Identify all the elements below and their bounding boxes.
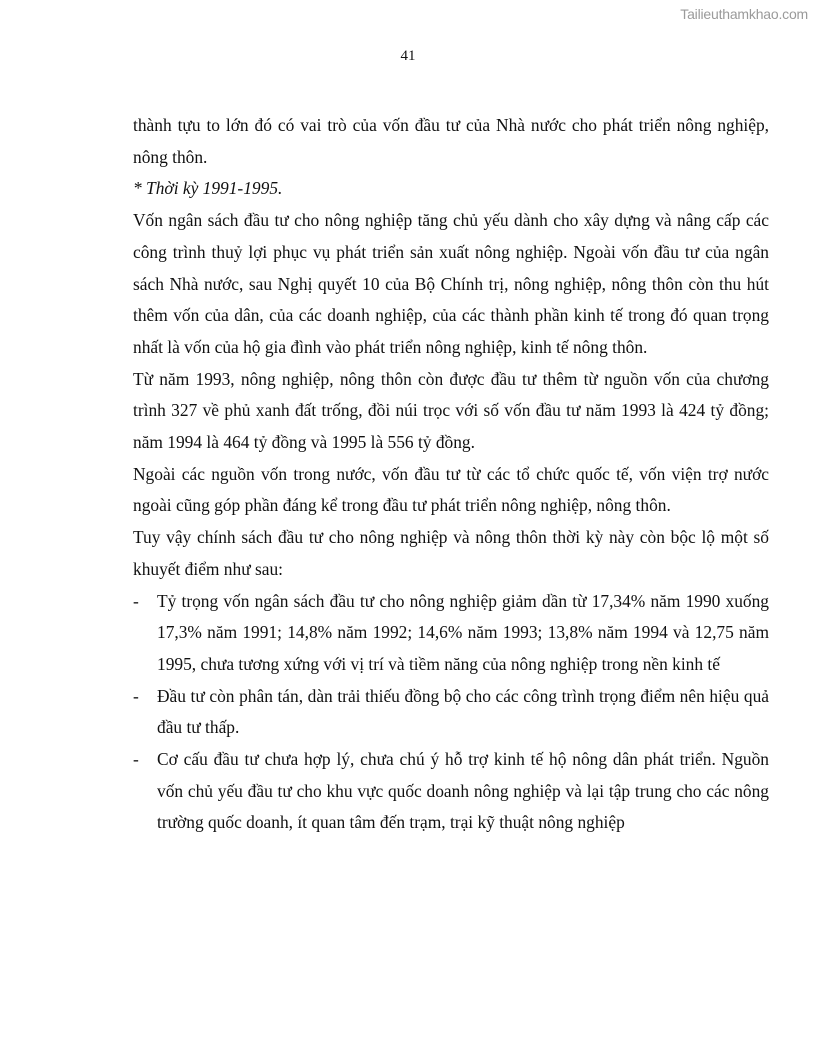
list-item xyxy=(133,744,769,839)
paragraph-budget: Vốn ngân sách đầu tư cho nông nghiệp tăng chủ yếu dành cho xây dựng và nâng cấp các công trình thuỷ lợi phục vụ phát triển sản xuất nông nghiệp. Ngoài vốn đầu tư của ngân sách Nhà nước, sau Nghị quyết 10 của Bộ Chính trị, nông nghiệp, nông thôn còn thu hút thêm vốn của dân, của các doanh nghiệp, của các thành phần kinh tế trong đó quan trọng nhất là vốn của hộ gia đình vào phát triển nông nghiệp, kinh tế nông thôn. xyxy=(133,210,769,357)
list-item-text: Đầu tư còn phân tán, dàn trải thiếu đồng bộ cho các công trình trọng điểm nên hiệu quả đầu tư thấp. xyxy=(157,685,769,738)
section-heading: * Thời kỳ 1991-1995. xyxy=(133,178,283,199)
bullet-dash: - xyxy=(133,749,139,770)
watermark: Tailieuthamkhao.com xyxy=(680,6,808,22)
paragraph-foreign-capital: Ngoài các nguồn vốn trong nước, vốn đầu tư từ các tổ chức quốc tế, vốn viện trợ nước ngoài cũng góp phần đáng kể trong đầu tư phát triển nông nghiệp, nông thôn. xyxy=(133,463,769,516)
page-number: 41 xyxy=(400,48,416,64)
paragraph-program-327: Từ năm 1993, nông nghiệp, nông thôn còn được đầu tư thêm từ nguồn vốn của chương trình 327 về phủ xanh đất trống, đồi núi trọc với số vốn đầu tư năm 1993 là 424 tỷ đồng; năm 1994 là 464 tỷ đồng và 1995 là 556 tỷ đồng. xyxy=(133,368,769,453)
paragraph-intro: thành tựu to lớn đó có vai trò của vốn đầu tư của Nhà nước cho phát triển nông nghiệp, nông thôn. xyxy=(133,115,769,167)
list-item-text: Tỷ trọng vốn ngân sách đầu tư cho nông nghiệp giảm dần từ 17,34% năm 1990 xuống 17,3% năm 1991; 14,8% năm 1992; 14,6% năm 1993; 13,8% năm 1994 và 12,75 năm 1995, chưa tương xứng với vị trí và tiềm năng của nông nghiệp trong nền kinh tế xyxy=(157,590,769,674)
paragraph-shortcomings: Tuy vậy chính sách đầu tư cho nông nghiệp và nông thôn thời kỳ này còn bộc lộ một số khuyết điểm như sau: xyxy=(133,527,769,579)
list-item-text: Cơ cấu đầu tư chưa hợp lý, chưa chú ý hỗ trợ kinh tế hộ nông dân phát triển. Nguồn vốn chủ yếu đầu tư cho khu vực quốc doanh nông nghiệp và lại tập trung cho các nông trường quốc doanh, ít quan tâm đến trạm, trại kỹ thuật nông nghiệp xyxy=(157,749,769,833)
list-item xyxy=(133,681,769,744)
bullet-dash: - xyxy=(133,590,139,611)
list-item xyxy=(133,586,769,681)
document-body xyxy=(133,110,769,839)
bullet-dash: - xyxy=(133,685,139,706)
